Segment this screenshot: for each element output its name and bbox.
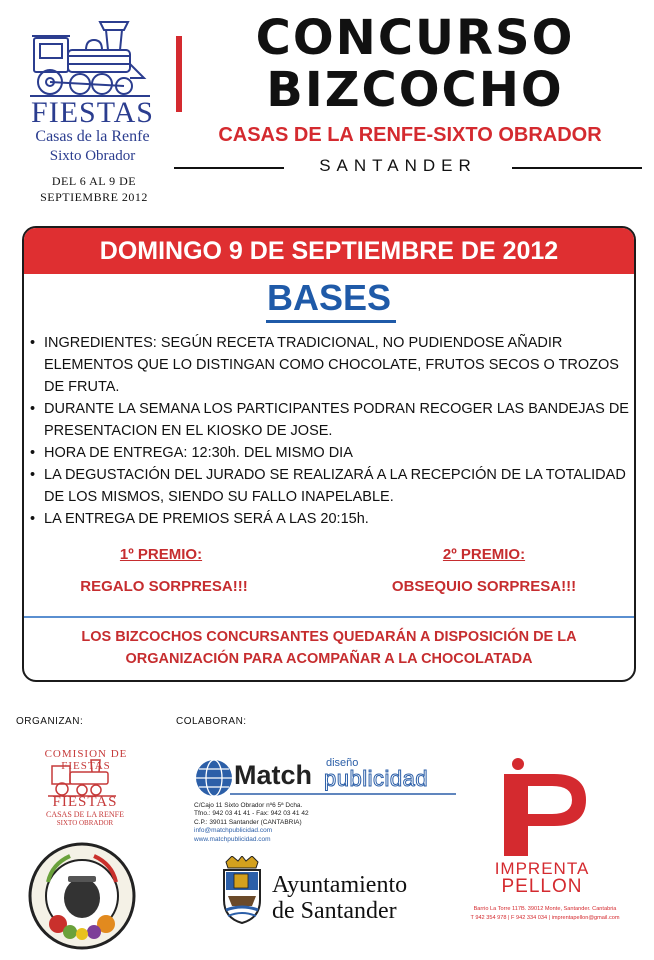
pellon-line2: PELLON <box>501 876 583 897</box>
match-address: C/Cajo 11 Sixto Obrador nº6 5ª Dcha. <box>194 802 303 809</box>
asociacion-la-huerta-logo <box>28 842 136 950</box>
match-website: www.matchpublicidad.com <box>194 835 271 843</box>
logo-sixto-text: Sixto Obrador <box>49 148 136 164</box>
match-postal: C.P.: 39011 Santander (CANTABRIA) <box>194 818 302 826</box>
rules-panel <box>22 226 636 682</box>
event-dates-line2: SEPTIEMBRE 2012 <box>40 190 148 204</box>
match-contact <box>194 802 394 844</box>
rule-text: LA DEGUSTACIÓN DEL JURADO SE REALIZARÁ A LA RECEPCIÓN DE LA TOTALIDAD DE LOS MISMOS, SIENDO SU FALLO INAPELABLE. <box>44 467 626 505</box>
title-line1: CONCURSO <box>255 10 575 66</box>
bullet: • <box>30 335 36 351</box>
bases-underline <box>266 320 396 323</box>
closing-note: LOS BIZCOCHOS CONCURSANTES QUEDARÁN A DISPOSICIÓN DE LA ORGANIZACIÓN PARA ACOMPAÑAR A LA CHOCOLATADA <box>81 629 577 667</box>
bullet: • <box>30 511 36 527</box>
list-item <box>30 332 630 398</box>
santander-coat-of-arms-icon <box>218 856 266 924</box>
bullet: • <box>30 467 36 483</box>
train-logo <box>30 20 152 98</box>
first-prize-label: 1º PREMIO: <box>119 546 203 563</box>
second-prize-value: OBSEQUIO SORPRESA!!! <box>391 578 577 595</box>
ayuntamiento-line1: Ayuntamiento <box>272 872 408 898</box>
rule-text: LA ENTREGA DE PREMIOS SERÁ A LAS 20:15h. <box>44 511 369 527</box>
title-line2: BIZCOCHO <box>266 62 564 118</box>
match-email: info@matchpublicidad.com <box>194 827 273 835</box>
comision-title: COMISION DE FIESTAS <box>44 748 128 772</box>
pellon-address: Barrio La Torre 117B. 39012 Monte, Santander. Cantabria <box>473 906 617 912</box>
collaborators-label: COLABORAN: <box>176 716 247 727</box>
match-diseno: diseño <box>326 757 359 769</box>
city-rule-right <box>512 167 642 169</box>
rule-text: INGREDIENTES: SEGÚN RECETA TRADICIONAL, NO PUDIENDOSE AÑADIR ELEMENTOS QUE LO DISTINGAN COMO CHOCOLATE, FRUTOS SECOS O TROZOS DE FRUTA. <box>44 335 619 395</box>
rule-text: HORA DE ENTREGA: 12:30h. DEL MISMO DIA <box>44 445 353 461</box>
rules-list <box>30 332 630 530</box>
imprenta-pellon-icon <box>494 756 590 860</box>
pellon-phones: T 942 354 978 | F 942 334 034 | imprentapellon@gmail.com <box>470 915 620 921</box>
bases-heading: BASES <box>266 277 392 318</box>
ayuntamiento-line2: de Santander <box>272 898 397 924</box>
event-dates-line1: DEL 6 AL 9 DE <box>51 174 137 188</box>
first-prize-value: REGALO SORPRESA!!! <box>80 578 248 595</box>
comision-sixto: SIXTO OBRADOR <box>56 819 114 827</box>
bullet: • <box>30 401 36 417</box>
city-name: SANTANDER <box>319 156 477 175</box>
logo-casas-text: Casas de la Renfe <box>35 128 150 145</box>
list-item <box>30 464 630 508</box>
title-accent-bar <box>176 36 182 112</box>
match-phone: Tfno.: 942 03 41 41 - Fax: 942 03 41 42 <box>194 810 309 818</box>
pellon-line1: IMPRENTA <box>494 859 590 878</box>
subtitle: CASAS DE LA RENFE-SIXTO OBRADOR <box>218 124 602 146</box>
comision-casas: CASAS DE LA RENFE <box>45 810 124 819</box>
city-rule-left <box>174 167 284 169</box>
match-brand: Match <box>234 760 313 790</box>
second-prize-label: 2º PREMIO: <box>442 546 526 563</box>
logo-fiestas-text: FIESTAS <box>31 96 154 129</box>
list-item <box>30 442 630 464</box>
rule-text: DURANTE LA SEMANA LOS PARTICIPANTES PODRAN RECOGER LAS BANDEJAS DE PRESENTACION EN EL KIOSKO DE JOSE. <box>44 401 629 439</box>
list-item <box>30 398 630 442</box>
date-banner: DOMINGO 9 DE SEPTIEMBRE DE 2012 <box>24 228 634 274</box>
match-publicidad: publicidad <box>324 766 429 791</box>
pellon-contact <box>450 905 640 923</box>
list-item <box>30 508 630 530</box>
organizers-label: ORGANIZAN: <box>16 716 84 727</box>
comision-fiestas: FIESTAS <box>52 794 118 810</box>
bullet: • <box>30 445 36 461</box>
panel-divider <box>24 616 634 618</box>
